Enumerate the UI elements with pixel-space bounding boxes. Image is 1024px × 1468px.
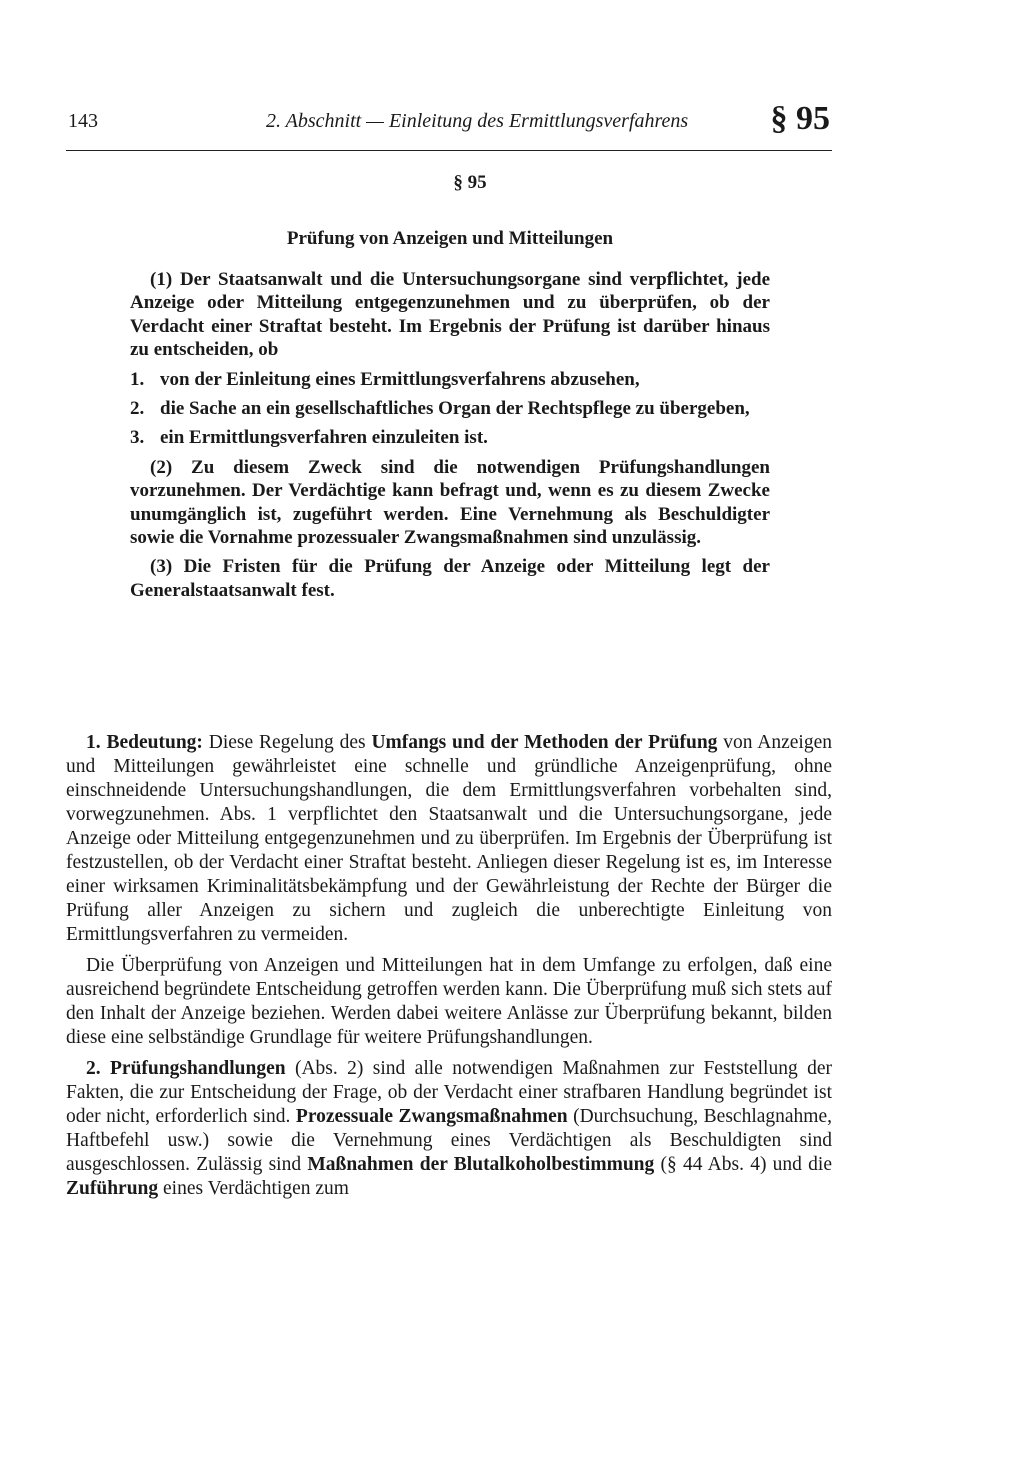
commentary-text: eines Verdächtigen zum bbox=[158, 1178, 349, 1199]
law-item-text: von der Einleitung eines Ermittlungsverfahrens abzusehen, bbox=[160, 368, 640, 390]
law-item-number: 3. bbox=[130, 427, 145, 449]
commentary-text: Diese Regelung des bbox=[202, 732, 372, 753]
page-number: 143 bbox=[68, 110, 98, 132]
law-item-text: ein Ermittlungsverfahren einzuleiten ist. bbox=[160, 427, 488, 449]
commentary-emphasis: Zuführung bbox=[66, 1178, 159, 1199]
law-section-title: Prüfung von Anzeigen und Mitteilungen bbox=[286, 228, 614, 249]
section-mark: § 95 bbox=[770, 100, 830, 137]
law-list-item bbox=[130, 426, 770, 449]
commentary bbox=[66, 731, 832, 1208]
commentary-emphasis: Maßnahmen der Blutalkoholbestimmung bbox=[307, 1154, 655, 1175]
running-header bbox=[66, 100, 832, 151]
commentary-text: (Durchsuchung, Beschlagnahme, Haftbefehl usw.) sowie die Vernehmung eines Verdächtigen als Beschuldigten sind ausgeschlossen. Zulässig sind bbox=[66, 1106, 832, 1175]
commentary-lead: 1. Bedeutung: bbox=[86, 732, 203, 753]
commentary-paragraph-1 bbox=[66, 731, 832, 947]
law-paragraph-3: (3) Die Fristen für die Prüfung der Anzeige oder Mitteilung legt der Generalstaatsanwalt fest. bbox=[130, 556, 770, 601]
chapter-title: 2. Abschnitt — Einleitung des Ermittlungsverfahrens bbox=[266, 110, 689, 132]
commentary-emphasis: Umfangs und der Methoden der Prüfung bbox=[371, 732, 718, 753]
law-item-list bbox=[130, 368, 770, 450]
commentary-paragraph-2: Die Überprüfung von Anzeigen und Mitteilungen hat in dem Umfange zu erfolgen, daß eine ausreichend begründete Entscheidung getroffen werden kann. Die Überprüfung muß sich stets auf den Inhalt der Anzeige beziehen. Werden dabei weitere Anlässe zur Überprüfung bekannt, bilden diese eine selbständige Grundlage für weitere Prüfungshandlungen. bbox=[66, 955, 832, 1048]
law-paragraph-1: (1) Der Staatsanwalt und die Untersuchungsorgane sind verpflichtet, jede Anzeige oder Mitteilung entgegenzunehmen und zu überprüfen, ob der Verdacht einer Straftat besteht. Im Ergebnis der Prüfung ist darüber hinaus zu entscheiden, ob bbox=[130, 269, 770, 361]
law-paragraph-2: (2) Zu diesem Zweck sind die notwendigen Prüfungshandlungen vorzunehmen. Der Verdächtige kann befragt und, wenn es zu diesem Zwecke unumgänglich ist, zugeführt werden. Eine Vernehmung als Beschuldigter sowie die Vornahme prozessualer Zwangsmaßnahmen sind unzulässig. bbox=[130, 456, 770, 549]
law-item-text: die Sache an ein gesellschaftliches Organ der Rechtspflege zu übergeben, bbox=[160, 398, 750, 420]
law-list-item bbox=[130, 397, 770, 420]
law-section-heading: § 95 bbox=[453, 172, 487, 193]
law-item-number: 2. bbox=[130, 398, 145, 420]
law-text bbox=[130, 268, 770, 608]
commentary-paragraph-3 bbox=[66, 1057, 832, 1201]
commentary-text: (Abs. 2) sind alle notwendigen Maßnahmen zur Feststellung der Fakten, die zur Entscheidung der Frage, ob der Verdacht einer strafbaren Handlung begründet ist oder nicht, erforderlich sind. bbox=[66, 1058, 833, 1127]
commentary-emphasis: Prozessuale Zwangsmaßnahmen bbox=[295, 1106, 568, 1127]
commentary-text: von Anzeigen und Mitteilungen gewährleistet eine schnelle und gründliche Anzeigenprüfung, ohne einschneidende Untersuchungshandlungen, die dem Ermittlungsverfahren vorbehalten sind, vorwegzunehmen. Abs. 1 verpflichtet den Staatsanwalt und die Untersuchungsorgane, jede Anzeige oder Mitteilung entgegenzunehmen und zu überprüfen. Im Ergebnis der Überprüfung ist festzustellen, ob der Verdacht einer Straftat besteht. Anliegen dieser Regelung ist es, im Interesse einer wirksamen Kriminalitätsbekämpfung und der Gewährleistung der Rechte der Bürger die Prüfung aller Anzeigen zu sichern und zugleich die unberechtigte Einleitung von Ermittlungsverfahren zu vermeiden. bbox=[66, 732, 833, 945]
law-list-item bbox=[130, 368, 770, 391]
commentary-text: (§ 44 Abs. 4) und die bbox=[654, 1154, 832, 1175]
commentary-lead: 2. Prüfungshandlungen bbox=[86, 1058, 286, 1079]
law-item-number: 1. bbox=[130, 368, 145, 390]
